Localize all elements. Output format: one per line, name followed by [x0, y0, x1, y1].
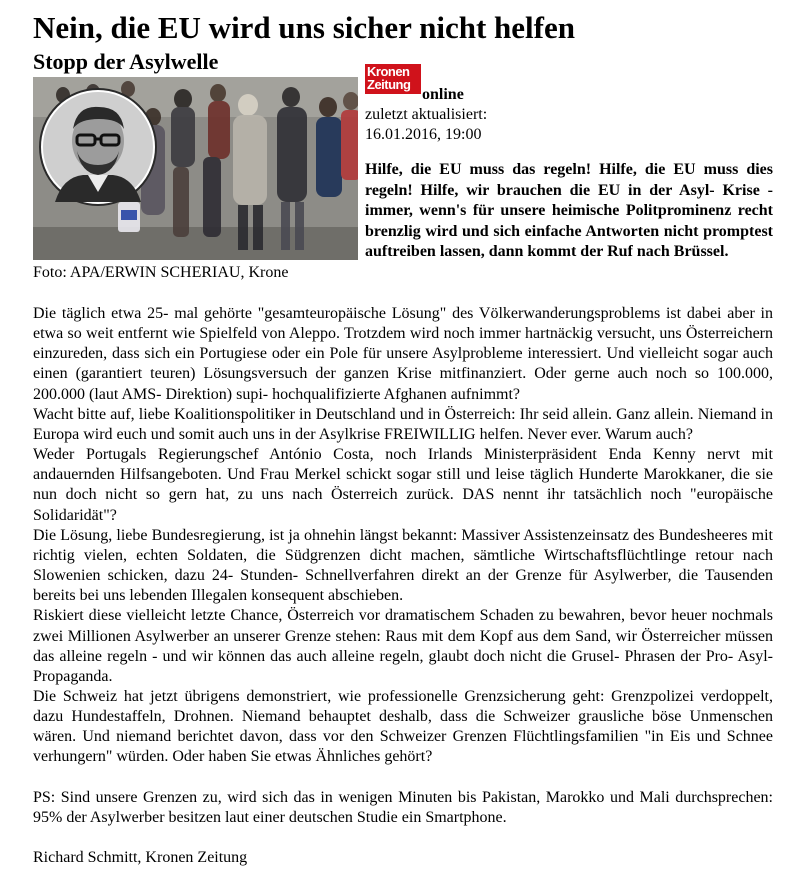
- refugees-crowd-image: [33, 77, 358, 260]
- article-photo: [33, 77, 358, 260]
- article-subheadline: Stopp der Asylwelle: [33, 49, 219, 74]
- source-suffix: online: [422, 86, 464, 103]
- kronen-zeitung-logo: Kronen Zeitung: [365, 64, 421, 94]
- paragraph: Die Lösung, liebe Bundesregierung, ist ja ohnehin längst bekannt: Massiver Assistenzeinsatz des Bundesheeres mit richtig vielen, echten Soldaten, die Südgrenzen dicht machen, sämtliche Wirtschaftsflüchtlinge retour nach Slowenien schicken, dazu 24- Stunden- Schnellverfahren direkt an der Grenze für Asylwerber, die Tausenden bereits bei uns lebenden Illegalen konsequent abschieben.: [33, 526, 773, 605]
- photo-caption: Foto: APA/ERWIN SCHERIAU, Krone: [33, 264, 289, 281]
- article-headline: Nein, die EU wird uns sicher nicht helfen: [33, 10, 575, 45]
- updated-value: 16.01.2016, 19:00: [365, 126, 482, 143]
- paragraph: Die Schweiz hat jetzt übrigens demonstriert, wie professionelle Grenzsicherung geht: Grenzpolizei verdoppelt, dazu Hundestaffeln, Drohnen. Niemand behauptet deshalb, dass die Schweizer grausliche böse Unmenschen wären. Und niemand berichtet davon, dass vor den Schweizer Grenzen Flüchtlingsfamilien "in Eis und Schnee verhungern" würden. Oder haben Sie etwas Ähnliches gehört?: [33, 687, 773, 766]
- article-body: [33, 304, 773, 868]
- paragraph: Weder Portugals Regierungschef António Costa, noch Irlands Ministerpräsident Enda Kenny nervt mit andauernden Hilfsangeboten. Und Frau Merkel schickt sogar still und leise täglich Hunderte Marokkaner, die sie nun doch nicht so gern hat, zu uns nach Österreich zurück. DAS nennt ihr tatsächlich noch "europäische Solidaridät"?: [33, 446, 773, 524]
- paragraph: Wacht bitte auf, liebe Koalitionspolitiker in Deutschland und in Österreich: Ihr seid allein. Ganz allein. Niemand in Europa wird euch und somit auch uns in der Asylkrise FREIWILLIG helfen. Never ever. Warum auch?: [33, 405, 773, 443]
- article-meta: [365, 64, 765, 145]
- article-lead: Hilfe, die EU muss das regeln! Hilfe, die EU muss dies regeln! Hilfe, wir brauchen die EU in der Asyl- Krise - immer, wenn's für unsere heimische Politprominenz recht brenzlig wird und sich einfache Antworten nicht promptest auftreiben lassen, dann kommt der Ruf nach Brüssel.: [365, 161, 773, 260]
- paragraph: Die täglich etwa 25- mal gehörte "gesamteuropäische Lösung" des Völkerwanderungsproblems ist dabei aber in etwa so weit entfernt wie Spielfeld von Aleppo. Trotzdem wird noch immer hartnäckig versucht, uns Österreichern einzureden, dass sich ein Portugiese oder ein Pole für unsere Asylprobleme interessiert. Und vielleicht sogar auch einen (garantiert teuren) Lösungsversuch der ganzen Krise mitfinanziert. Oder gerne auch noch so 100.000, 200.000 (laut AMS- Direktion) supi- hochqualifizierte Afghanen aufnimmt?: [33, 305, 773, 403]
- updated-label: zuletzt aktualisiert:: [365, 106, 488, 123]
- postscript: PS: Sind unsere Grenzen zu, wird sich das in wenigen Minuten bis Pakistan, Marokko und Mali durchsprechen: 95% der Asylwerber besitzen laut einer deutschen Studie ein Smartphone.: [33, 788, 773, 826]
- author-line: Richard Schmitt, Kronen Zeitung: [33, 848, 248, 866]
- paragraph: Riskiert diese vielleicht letzte Chance, Österreich vor dramatischem Schaden zu bewahren, bevor heuer nochmals zwei Millionen Asylwerber an unserer Grenze stehen: Raus mit dem Kopf aus dem Sand, wir Österreicher müssen das alleine regeln - und wir können das auch alleine regeln, glaubt doch nicht die Grusel- Phrasen der Pro- Asyl- Propaganda.: [33, 607, 773, 685]
